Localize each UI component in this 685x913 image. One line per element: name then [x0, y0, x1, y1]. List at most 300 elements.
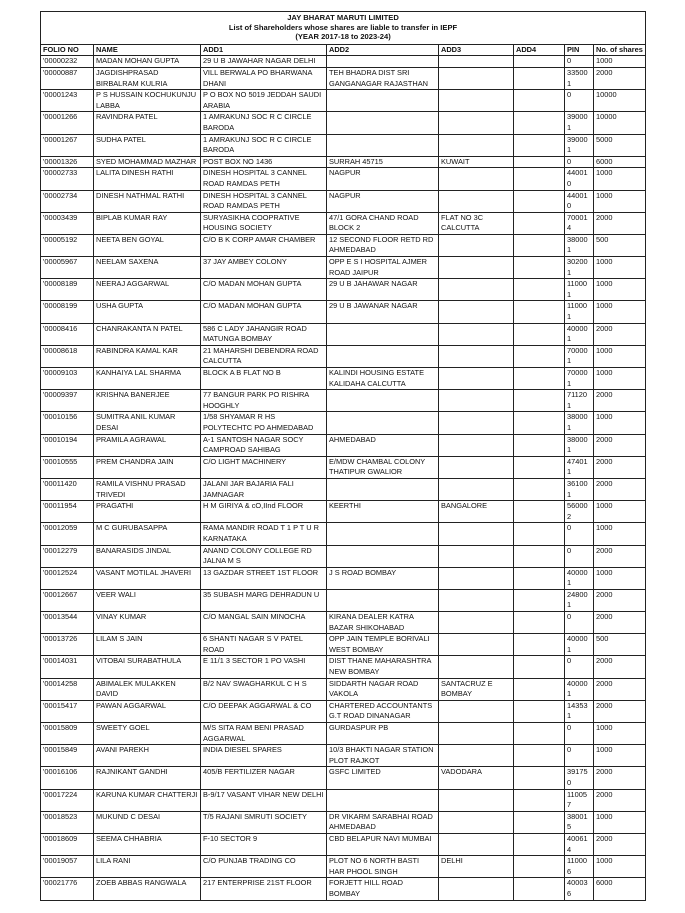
folio-cell: '00012279: [41, 545, 94, 567]
add1-cell: 1 AMRAKUNJ SOC R C CIRCLE BARODA: [201, 112, 327, 134]
folio-cell: '00003439: [41, 212, 94, 234]
add2-cell: [327, 789, 439, 811]
table-row: [41, 723, 646, 745]
shares-cell: 2000: [594, 478, 646, 500]
table-body: [41, 56, 646, 900]
add1-cell: 217 ENTERPRISE 21ST FLOOR: [201, 878, 327, 900]
shares-cell: 6000: [594, 878, 646, 900]
table-row: [41, 390, 646, 412]
add3-cell: [439, 723, 514, 745]
name-cell: SEEMA CHHABRIA: [94, 833, 201, 855]
table-row: [41, 523, 646, 545]
shares-cell: 2000: [594, 700, 646, 722]
table-row: [41, 345, 646, 367]
column-header-row: [41, 44, 646, 56]
shares-cell: 2000: [594, 323, 646, 345]
add2-cell: DR VIKARM SARABHAI ROAD AHMEDABAD: [327, 811, 439, 833]
add3-cell: [439, 833, 514, 855]
name-cell: RAMILA VISHNU PRASAD TRIVEDI: [94, 478, 201, 500]
add1-cell: C/O MADAN MOHAN GUPTA: [201, 301, 327, 323]
add1-cell: 1 AMRAKUNJ SOC R C CIRCLE BARODA: [201, 134, 327, 156]
pin-cell: 380001: [565, 434, 594, 456]
folio-cell: '00000887: [41, 67, 94, 89]
add4-cell: [514, 811, 565, 833]
table-row: [41, 301, 646, 323]
folio-cell: '00002733: [41, 168, 94, 190]
add3-cell: [439, 345, 514, 367]
name-cell: ABIMALEK MULAKKEN DAVID: [94, 678, 201, 700]
folio-cell: '00005967: [41, 257, 94, 279]
shares-cell: 1000: [594, 168, 646, 190]
add3-cell: [439, 112, 514, 134]
add3-cell: [439, 257, 514, 279]
shares-cell: 2000: [594, 589, 646, 611]
shares-cell: 2000: [594, 545, 646, 567]
folio-cell: '00002734: [41, 190, 94, 212]
name-cell: PAWAN AGGARWAL: [94, 700, 201, 722]
add3-cell: [439, 323, 514, 345]
add1-cell: INDIA DIESEL SPARES: [201, 745, 327, 767]
table-row: [41, 789, 646, 811]
add1-cell: E 11/1 3 SECTOR 1 PO VASHI: [201, 656, 327, 678]
name-cell: BIPLAB KUMAR RAY: [94, 212, 201, 234]
name-cell: VITOBAI SURABATHULA: [94, 656, 201, 678]
folio-cell: '00011954: [41, 501, 94, 523]
add1-cell: POST BOX NO 1436: [201, 156, 327, 168]
add3-cell: [439, 390, 514, 412]
add3-cell: KUWAIT: [439, 156, 514, 168]
pin-cell: 0: [565, 656, 594, 678]
table-row: [41, 811, 646, 833]
add1-cell: C/O B K CORP AMAR CHAMBER: [201, 234, 327, 256]
add2-cell: KEERTHI: [327, 501, 439, 523]
name-cell: LILAM S JAIN: [94, 634, 201, 656]
pin-cell: 400614: [565, 833, 594, 855]
name-cell: KANHAIYA LAL SHARMA: [94, 368, 201, 390]
shares-cell: 2000: [594, 612, 646, 634]
name-cell: SUDHA PATEL: [94, 134, 201, 156]
pin-cell: 0: [565, 612, 594, 634]
add2-cell: NAGPUR: [327, 168, 439, 190]
add2-cell: [327, 412, 439, 434]
add4-cell: [514, 168, 565, 190]
add3-cell: BANGALORE: [439, 501, 514, 523]
add3-cell: [439, 67, 514, 89]
add1-cell: 586 C LADY JAHANGIR ROAD MATUNGA BOMBAY: [201, 323, 327, 345]
add1-cell: F-10 SECTOR 9: [201, 833, 327, 855]
add4-cell: [514, 589, 565, 611]
add2-cell: OPP JAIN TEMPLE BORIVALI WEST BOMBAY: [327, 634, 439, 656]
add4-cell: [514, 789, 565, 811]
add1-cell: 77 BANGUR PARK PO RISHRA HOOGHLY: [201, 390, 327, 412]
add4-cell: [514, 523, 565, 545]
add4-cell: [514, 134, 565, 156]
shares-cell: 1000: [594, 368, 646, 390]
add4-cell: [514, 368, 565, 390]
name-cell: USHA GUPTA: [94, 301, 201, 323]
pin-cell: 400001: [565, 678, 594, 700]
folio-cell: '00010194: [41, 434, 94, 456]
name-cell: M C GURUBASAPPA: [94, 523, 201, 545]
add2-cell: [327, 112, 439, 134]
name-cell: NEELAM SAXENA: [94, 257, 201, 279]
folio-cell: '00013726: [41, 634, 94, 656]
table-row: [41, 168, 646, 190]
column-header-add1: ADD1: [201, 44, 327, 56]
shares-cell: 1000: [594, 745, 646, 767]
shares-cell: 10000: [594, 112, 646, 134]
add2-cell: E/MDW CHAMBAL COLONY THATIPUR GWALIOR: [327, 456, 439, 478]
shares-cell: 1000: [594, 567, 646, 589]
add2-cell: 47/1 GORA CHAND ROAD BLOCK 2: [327, 212, 439, 234]
table-row: [41, 112, 646, 134]
shares-cell: 6000: [594, 156, 646, 168]
add1-cell: 405/B FERTILIZER NAGAR: [201, 767, 327, 789]
pin-cell: 400036: [565, 878, 594, 900]
add4-cell: [514, 678, 565, 700]
table-row: [41, 134, 646, 156]
name-cell: VINAY KUMAR: [94, 612, 201, 634]
add2-cell: DIST THANE MAHARASHTRA NEW BOMBAY: [327, 656, 439, 678]
table-row: [41, 678, 646, 700]
add3-cell: [439, 811, 514, 833]
add1-cell: 1/58 SHYAMAR R HS POLYTECHTC PO AHMEDABAD: [201, 412, 327, 434]
add3-cell: [439, 456, 514, 478]
table-row: [41, 478, 646, 500]
pin-cell: 110006: [565, 856, 594, 878]
table-row: [41, 878, 646, 900]
add4-cell: [514, 156, 565, 168]
shares-cell: 2000: [594, 456, 646, 478]
table-row: [41, 745, 646, 767]
pin-cell: 380015: [565, 811, 594, 833]
name-cell: P S HUSSAIN KOCHUKUNJU LABBA: [94, 90, 201, 112]
add4-cell: [514, 434, 565, 456]
table-row: [41, 212, 646, 234]
folio-cell: '00012059: [41, 523, 94, 545]
folio-cell: '00000232: [41, 56, 94, 68]
name-cell: KARUNA KUMAR CHATTERJI: [94, 789, 201, 811]
folio-cell: '00011420: [41, 478, 94, 500]
table-row: [41, 156, 646, 168]
add2-cell: 10/3 BHAKTI NAGAR STATION PLOT RAJKOT: [327, 745, 439, 767]
name-cell: KRISHNA BANERJEE: [94, 390, 201, 412]
shareholder-table: [40, 11, 646, 901]
column-header-add2: ADD2: [327, 44, 439, 56]
add2-cell: [327, 134, 439, 156]
pin-cell: 380001: [565, 412, 594, 434]
add3-cell: [439, 634, 514, 656]
add2-cell: PLOT NO 6 NORTH BASTI HAR PHOOL SINGH: [327, 856, 439, 878]
add3-cell: FLAT NO 3C CALCUTTA: [439, 212, 514, 234]
table-row: [41, 90, 646, 112]
name-cell: RAVINDRA PATEL: [94, 112, 201, 134]
pin-cell: 361001: [565, 478, 594, 500]
pin-cell: 700001: [565, 368, 594, 390]
pin-cell: 0: [565, 56, 594, 68]
shares-cell: 1000: [594, 523, 646, 545]
table-row: [41, 700, 646, 722]
name-cell: VEER WALI: [94, 589, 201, 611]
add2-cell: 29 U B JAWANAR NAGAR: [327, 301, 439, 323]
add3-cell: [439, 301, 514, 323]
folio-cell: '00018609: [41, 833, 94, 855]
folio-cell: '00008416: [41, 323, 94, 345]
add1-cell: RAMA MANDIR ROAD T 1 P T U R KARNATAKA: [201, 523, 327, 545]
folio-cell: '00019057: [41, 856, 94, 878]
add3-cell: [439, 168, 514, 190]
folio-cell: '00015417: [41, 700, 94, 722]
add3-cell: [439, 279, 514, 301]
table-row: [41, 67, 646, 89]
add2-cell: [327, 478, 439, 500]
add2-cell: KALINDI HOUSING ESTATE KALIDAHA CALCUTTA: [327, 368, 439, 390]
table-row: [41, 856, 646, 878]
shares-cell: 1000: [594, 501, 646, 523]
add1-cell: 6 SHANTI NAGAR S V PATEL ROAD: [201, 634, 327, 656]
pin-cell: 110057: [565, 789, 594, 811]
name-cell: ZOEB ABBAS RANGWALA: [94, 878, 201, 900]
add2-cell: [327, 56, 439, 68]
add2-cell: SURRAH 45715: [327, 156, 439, 168]
add3-cell: SANTACRUZ E BOMBAY: [439, 678, 514, 700]
add1-cell: ANAND COLONY COLLEGE RD JALNA M S: [201, 545, 327, 567]
name-cell: PRAMILA AGRAWAL: [94, 434, 201, 456]
add2-cell: [327, 90, 439, 112]
table-row: [41, 612, 646, 634]
add1-cell: C/O LIGHT MACHINERY: [201, 456, 327, 478]
shares-cell: 2000: [594, 767, 646, 789]
shares-cell: 2000: [594, 656, 646, 678]
add4-cell: [514, 390, 565, 412]
pin-cell: 440010: [565, 168, 594, 190]
name-cell: RABINDRA KAMAL KAR: [94, 345, 201, 367]
add1-cell: BLOCK A B FLAT NO B: [201, 368, 327, 390]
folio-cell: '00008189: [41, 279, 94, 301]
shares-cell: 1000: [594, 56, 646, 68]
pin-cell: 0: [565, 90, 594, 112]
shares-cell: 1000: [594, 811, 646, 833]
add4-cell: [514, 412, 565, 434]
add3-cell: [439, 90, 514, 112]
pin-cell: 390001: [565, 112, 594, 134]
shareholder-document: [40, 11, 645, 901]
add2-cell: [327, 345, 439, 367]
pin-cell: 335001: [565, 67, 594, 89]
pin-cell: 0: [565, 523, 594, 545]
shares-cell: 1000: [594, 190, 646, 212]
shares-cell: 2000: [594, 789, 646, 811]
table-row: [41, 412, 646, 434]
add2-cell: FORJETT HILL ROAD BOMBAY: [327, 878, 439, 900]
name-cell: LILA RANI: [94, 856, 201, 878]
pin-cell: 700014: [565, 212, 594, 234]
add4-cell: [514, 90, 565, 112]
add1-cell: C/O MANGAL SAIN MINOCHA: [201, 612, 327, 634]
folio-cell: '00005192: [41, 234, 94, 256]
add4-cell: [514, 545, 565, 567]
column-header-name: NAME: [94, 44, 201, 56]
pin-cell: 110001: [565, 301, 594, 323]
add1-cell: C/O PUNJAB TRADING CO: [201, 856, 327, 878]
add3-cell: [439, 745, 514, 767]
shares-cell: 500: [594, 234, 646, 256]
shares-cell: 2000: [594, 67, 646, 89]
pin-cell: 248001: [565, 589, 594, 611]
column-header-shares: No. of shares: [594, 44, 646, 56]
add3-cell: [439, 567, 514, 589]
folio-cell: '00014258: [41, 678, 94, 700]
table-row: [41, 368, 646, 390]
pin-cell: 400001: [565, 567, 594, 589]
shares-cell: 1000: [594, 279, 646, 301]
add4-cell: [514, 878, 565, 900]
add1-cell: C/O DEEPAK AGGARWAL & CO: [201, 700, 327, 722]
add3-cell: [439, 56, 514, 68]
add1-cell: T/5 RAJANI SMRUTI SOCIETY: [201, 811, 327, 833]
add3-cell: [439, 589, 514, 611]
name-cell: SYED MOHAMMAD MAZHAR: [94, 156, 201, 168]
add3-cell: [439, 656, 514, 678]
table-row: [41, 567, 646, 589]
document-header: [41, 12, 646, 45]
column-header-add4: ADD4: [514, 44, 565, 56]
folio-cell: '00018523: [41, 811, 94, 833]
table-row: [41, 656, 646, 678]
add2-cell: TEH BHADRA DIST SRI GANGANAGAR RAJASTHAN: [327, 67, 439, 89]
add4-cell: [514, 745, 565, 767]
add2-cell: 12 SECOND FLOOR RETD RD AHMEDABAD: [327, 234, 439, 256]
add3-cell: [439, 434, 514, 456]
name-cell: DINESH NATHMAL RATHI: [94, 190, 201, 212]
add3-cell: [439, 478, 514, 500]
add4-cell: [514, 478, 565, 500]
folio-cell: '00021776: [41, 878, 94, 900]
add4-cell: [514, 723, 565, 745]
add3-cell: [439, 412, 514, 434]
name-cell: MUKUND C DESAI: [94, 811, 201, 833]
add4-cell: [514, 700, 565, 722]
column-header-folio: FOLIO NO: [41, 44, 94, 56]
pin-cell: 474011: [565, 456, 594, 478]
table-row: [41, 589, 646, 611]
shares-cell: 1000: [594, 345, 646, 367]
add1-cell: DINESH HOSPITAL 3 CANNEL ROAD RAMDAS PETH: [201, 190, 327, 212]
shares-cell: 2000: [594, 678, 646, 700]
add2-cell: AHMEDABAD: [327, 434, 439, 456]
add1-cell: 35 SUBASH MARG DEHRADUN U: [201, 589, 327, 611]
add2-cell: NAGPUR: [327, 190, 439, 212]
add3-cell: [439, 700, 514, 722]
name-cell: SUMITRA ANIL KUMAR DESAI: [94, 412, 201, 434]
pin-cell: 440010: [565, 190, 594, 212]
add1-cell: B-9/17 VASANT VIHAR NEW DELHI: [201, 789, 327, 811]
add3-cell: VADODARA: [439, 767, 514, 789]
table-row: [41, 279, 646, 301]
folio-cell: '00012524: [41, 567, 94, 589]
table-row: [41, 767, 646, 789]
shares-cell: 2000: [594, 212, 646, 234]
add4-cell: [514, 190, 565, 212]
pin-cell: 110001: [565, 279, 594, 301]
document-period: (YEAR 2017-18 to 2023-24): [295, 32, 391, 42]
table-row: [41, 545, 646, 567]
name-cell: NEERAJ AGGARWAL: [94, 279, 201, 301]
folio-cell: '00012667: [41, 589, 94, 611]
pin-cell: 380001: [565, 234, 594, 256]
pin-cell: 0: [565, 745, 594, 767]
add2-cell: GURDASPUR PB: [327, 723, 439, 745]
folio-cell: '00001266: [41, 112, 94, 134]
table-row: [41, 634, 646, 656]
add3-cell: DELHI: [439, 856, 514, 878]
folio-cell: '00010156: [41, 412, 94, 434]
name-cell: SWEETY GOEL: [94, 723, 201, 745]
company-name: JAY BHARAT MARUTI LIMITED: [287, 13, 399, 22]
add1-cell: B/2 NAV SWAGHARKUL C H S: [201, 678, 327, 700]
add2-cell: KIRANA DEALER KATRA BAZAR SHIKOHABAD: [327, 612, 439, 634]
shares-cell: 1000: [594, 257, 646, 279]
column-header-pin: PIN: [565, 44, 594, 56]
add2-cell: CHARTERED ACCOUNTANTS G.T ROAD DINANAGAR: [327, 700, 439, 722]
table-row: [41, 234, 646, 256]
add4-cell: [514, 257, 565, 279]
pin-cell: 0: [565, 545, 594, 567]
add4-cell: [514, 212, 565, 234]
folio-cell: '00013544: [41, 612, 94, 634]
name-cell: RAJNIKANT GANDHI: [94, 767, 201, 789]
add3-cell: [439, 789, 514, 811]
table-row: [41, 257, 646, 279]
shares-cell: 1000: [594, 301, 646, 323]
add2-cell: [327, 523, 439, 545]
add4-cell: [514, 767, 565, 789]
add3-cell: [439, 368, 514, 390]
add4-cell: [514, 67, 565, 89]
add3-cell: [439, 134, 514, 156]
column-header-add3: ADD3: [439, 44, 514, 56]
add4-cell: [514, 234, 565, 256]
shares-cell: 2000: [594, 434, 646, 456]
table-row: [41, 323, 646, 345]
shares-cell: 10000: [594, 90, 646, 112]
name-cell: PRAGATHI: [94, 501, 201, 523]
folio-cell: '00015849: [41, 745, 94, 767]
name-cell: CHANRAKANTA N PATEL: [94, 323, 201, 345]
pin-cell: 711201: [565, 390, 594, 412]
folio-cell: '00009103: [41, 368, 94, 390]
table-row: [41, 190, 646, 212]
add3-cell: [439, 878, 514, 900]
add3-cell: [439, 612, 514, 634]
name-cell: LALITA DINESH RATHI: [94, 168, 201, 190]
pin-cell: 400001: [565, 323, 594, 345]
shares-cell: 2000: [594, 833, 646, 855]
name-cell: NEETA BEN GOYAL: [94, 234, 201, 256]
add2-cell: SIDDARTH NAGAR ROAD VAKOLA: [327, 678, 439, 700]
name-cell: MADAN MOHAN GUPTA: [94, 56, 201, 68]
name-cell: JAGDISHPRASAD BIRBALRAM KULRIA: [94, 67, 201, 89]
add1-cell: JALANI JAR BAJARIA FALI JAMNAGAR: [201, 478, 327, 500]
add4-cell: [514, 456, 565, 478]
shares-cell: 5000: [594, 134, 646, 156]
folio-cell: '00009397: [41, 390, 94, 412]
add4-cell: [514, 279, 565, 301]
shares-cell: 1000: [594, 856, 646, 878]
add4-cell: [514, 567, 565, 589]
add1-cell: DINESH HOSPITAL 3 CANNEL ROAD RAMDAS PETH: [201, 168, 327, 190]
shares-cell: 1000: [594, 723, 646, 745]
